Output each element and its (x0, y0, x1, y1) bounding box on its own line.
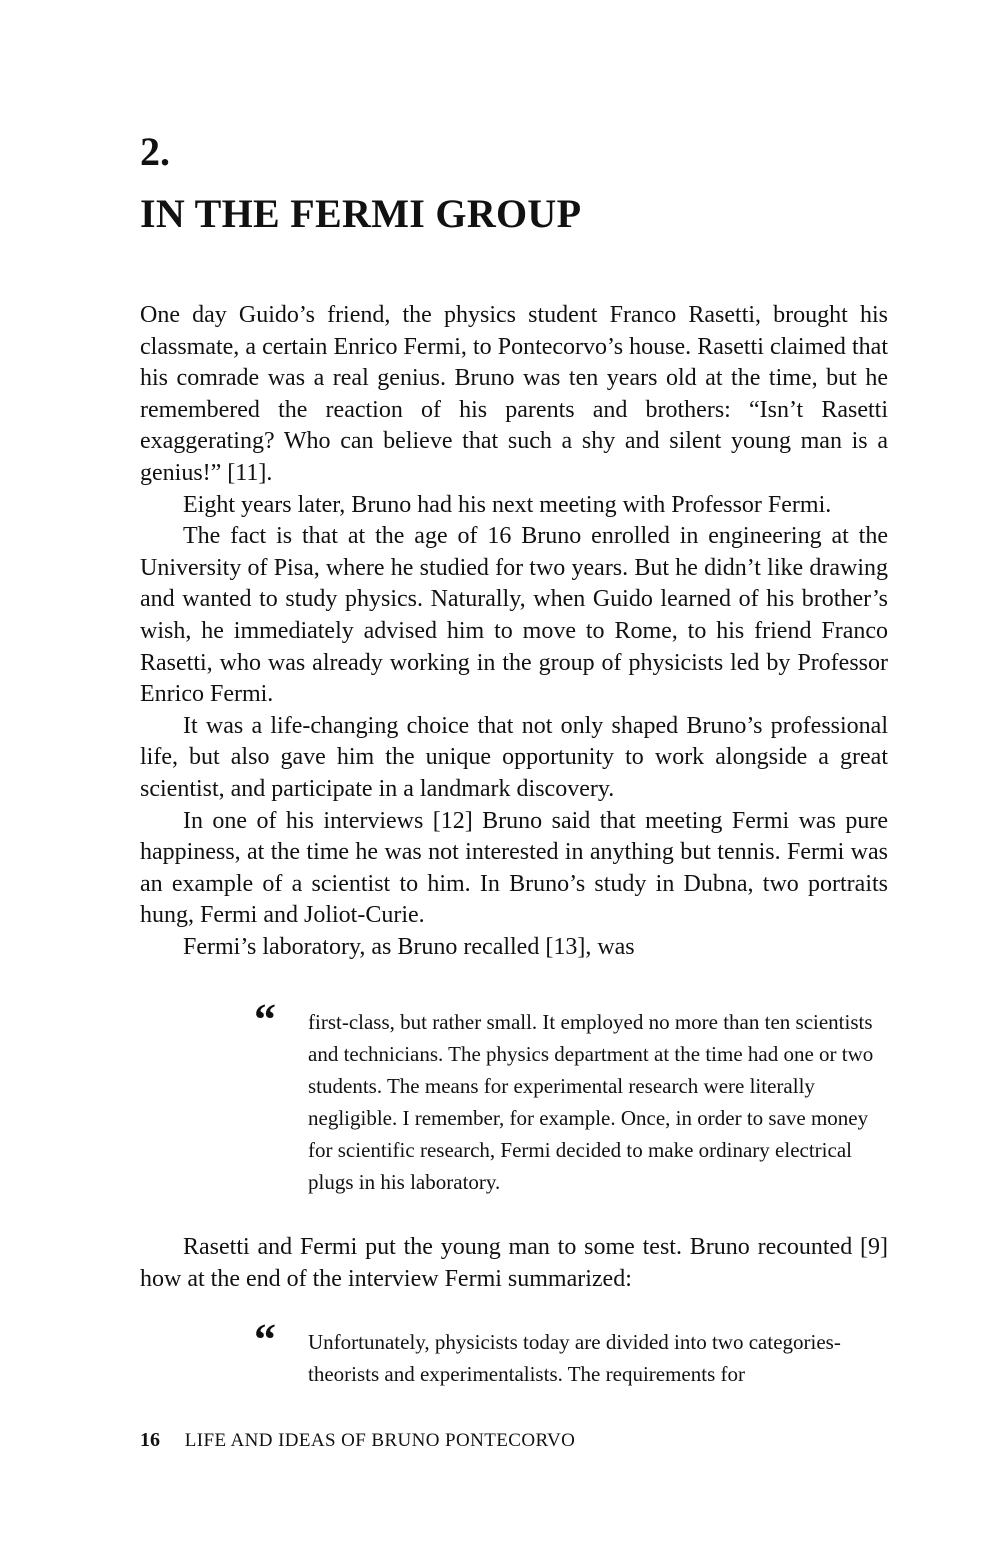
quote-text: Unfortunately, physicists today are divided into two categories-theorists and experimentalists. The requirements for (308, 1330, 841, 1386)
paragraph: One day Guido’s friend, the physics student Franco Rasetti, brought his classmate, a certain Enrico Fermi, to Pontecorvo’s house. Rasetti claimed that his comrade was a real genius. Bruno was ten years old at the time, but he remembered the reaction of his parents and brothers: “Isn’t Rasetti exaggerating? Who can believe that such a shy and silent young man is a genius!” [11]. (140, 302, 888, 486)
quote-mark-icon: “ (254, 995, 276, 1044)
paragraph: The fact is that at the age of 16 Bruno enrolled in engineering at the University of Pisa, where he studied for two years. But he didn’t like drawing and wanted to study physics. Naturally, when Guido learned of his brother’s wish, he immediately advised him to move to Rome, to his friend Franco Rasetti, who was already working in the group of physicists led by Professor Enrico Fermi. (140, 523, 888, 708)
chapter-number: 2. (140, 129, 170, 174)
block-quote (308, 1326, 878, 1390)
quote-mark-icon: “ (254, 1315, 276, 1364)
block-quote (308, 1006, 878, 1198)
page-number: 16 (140, 1429, 160, 1451)
page-footer (140, 1428, 575, 1453)
body-text-continued (140, 1232, 888, 1295)
chapter-title: IN THE FERMI GROUP (140, 191, 582, 236)
paragraph: In one of his interviews [12] Bruno said that meeting Fermi was pure happiness, at the time he was not interested in anything but tennis. Fermi was an example of a scientist to him. In Bruno’s study in Dubna, two portraits hung, Fermi and Joliot-Curie. (140, 807, 888, 929)
running-head: LIFE AND IDEAS OF BRUNO PONTECORVO (184, 1430, 576, 1451)
paragraph: Eight years later, Bruno had his next meeting with Professor Fermi. (183, 491, 832, 518)
paragraph: Rasetti and Fermi put the young man to some test. Bruno recounted [9] how at the end of the interview Fermi summarized: (140, 1234, 888, 1292)
quote-text: first-class, but rather small. It employed no more than ten scientists and technicians. The physics department at the time had one or two students. The means for experimental research were literally negligible. I remember, for example. Once, in order to save money for scientific research, Fermi decided to make ordinary electrical plugs in his laboratory. (308, 1010, 874, 1194)
body-text (140, 300, 888, 963)
paragraph: Fermi’s laboratory, as Bruno recalled [13], was (183, 933, 635, 960)
paragraph: It was a life-changing choice that not only shaped Bruno’s professional life, but also gave him the unique opportunity to work alongside a great scientist, and participate in a landmark discovery. (140, 712, 888, 802)
